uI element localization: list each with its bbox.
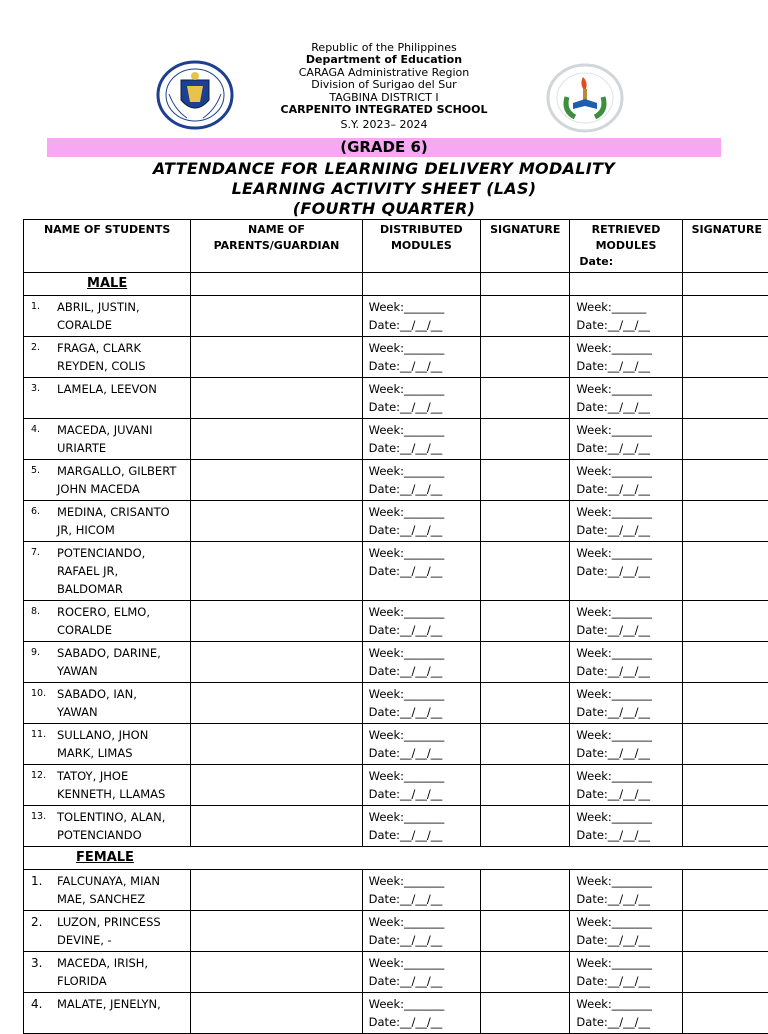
student-name: ROCERO, ELMO, CORALDE [57, 603, 177, 639]
retrieved-cell [570, 542, 682, 601]
student-name: TOLENTINO, ALAN, POTENCIANDO [57, 808, 177, 844]
signature-cell-1 [481, 501, 570, 542]
student-name-cell [24, 542, 191, 601]
retrieved-date: Date:__/__/__ [576, 439, 678, 457]
parent-name-cell [191, 337, 362, 378]
signature-cell-2 [682, 993, 768, 1034]
distributed-cell [362, 952, 480, 993]
distributed-date: Date:__/__/__ [369, 562, 477, 580]
student-name: MARGALLO, GILBERT JOHN MACEDA [57, 462, 177, 498]
retrieved-date: Date:__/__/__ [576, 890, 678, 908]
student-name-cell [24, 601, 191, 642]
signature-cell-1 [481, 724, 570, 765]
student-name: LUZON, PRINCESS DEVINE, - [57, 913, 177, 949]
department-line: Department of Education [0, 54, 768, 66]
signature-cell-1 [481, 870, 570, 911]
retrieved-cell [570, 870, 682, 911]
retrieved-cell [570, 601, 682, 642]
student-name-cell [24, 683, 191, 724]
male-student-row [24, 806, 768, 847]
retrieved-label: RETRIEVED MODULES [573, 222, 678, 254]
retrieved-cell [570, 378, 682, 419]
republic-line: Republic of the Philippines [0, 42, 768, 54]
signature-cell-1 [481, 911, 570, 952]
distributed-date: Date:__/__/__ [369, 480, 477, 498]
male-student-row [24, 296, 768, 337]
retrieved-cell [570, 296, 682, 337]
student-name: POTENCIANDO, RAFAEL JR, BALDOMAR [57, 544, 177, 598]
parent-name-cell [191, 683, 362, 724]
student-name: MACEDA, IRISH, FLORIDA [57, 954, 177, 990]
signature-cell-1 [481, 993, 570, 1034]
student-number: 4. [27, 995, 57, 1013]
student-number: 8. [27, 603, 57, 621]
retrieved-cell [570, 501, 682, 542]
distributed-week: Week:_______ [369, 913, 477, 931]
parent-name-cell [191, 601, 362, 642]
district-line: TAGBINA DISTRICT I [0, 92, 768, 104]
distributed-date: Date:__/__/__ [369, 439, 477, 457]
student-name: SABADO, DARINE, YAWAN [57, 644, 177, 680]
student-number: 10. [27, 685, 57, 703]
distributed-week: Week:_______ [369, 954, 477, 972]
retrieved-date: Date:__/__/__ [576, 826, 678, 844]
signature-cell-2 [682, 542, 768, 601]
male-student-row [24, 724, 768, 765]
retrieved-cell [570, 993, 682, 1034]
col-header-signature-1: SIGNATURE [481, 220, 570, 273]
region-line: CARAGA Administrative Region [0, 67, 768, 79]
student-name-cell [24, 765, 191, 806]
distributed-date: Date:__/__/__ [369, 398, 477, 416]
retrieved-week: Week:_______ [576, 339, 678, 357]
male-section-label: MALE [24, 273, 191, 296]
retrieved-week: Week:_______ [576, 462, 678, 480]
distributed-cell [362, 460, 480, 501]
distributed-week: Week:_______ [369, 503, 477, 521]
distributed-week: Week:_______ [369, 544, 477, 562]
distributed-week: Week:_______ [369, 603, 477, 621]
distributed-date: Date:__/__/__ [369, 703, 477, 721]
distributed-cell [362, 911, 480, 952]
distributed-week: Week:_______ [369, 685, 477, 703]
male-section-row [24, 273, 768, 296]
distributed-week: Week:_______ [369, 808, 477, 826]
student-name: TATOY, JHOE KENNETH, LLAMAS [57, 767, 177, 803]
female-student-row [24, 952, 768, 993]
title-line-2: LEARNING ACTIVITY SHEET (LAS) [0, 179, 768, 199]
student-name-cell [24, 296, 191, 337]
student-name-cell [24, 724, 191, 765]
retrieved-week: Week:_______ [576, 544, 678, 562]
division-line: Division of Surigao del Sur [0, 79, 768, 91]
male-student-row [24, 642, 768, 683]
distributed-cell [362, 870, 480, 911]
retrieved-cell [570, 419, 682, 460]
distributed-week: Week:_______ [369, 644, 477, 662]
distributed-week: Week:_______ [369, 339, 477, 357]
student-name: LAMELA, LEEVON [57, 380, 177, 398]
retrieved-week: Week:______ [576, 298, 678, 316]
parent-name-cell [191, 724, 362, 765]
parent-name-cell [191, 952, 362, 993]
student-number: 2. [27, 913, 57, 931]
student-number: 11. [27, 726, 57, 744]
signature-cell-2 [682, 806, 768, 847]
female-student-row [24, 870, 768, 911]
retrieved-week: Week:_______ [576, 685, 678, 703]
signature-cell-2 [682, 765, 768, 806]
retrieved-week: Week:_______ [576, 872, 678, 890]
distributed-week: Week:_______ [369, 995, 477, 1013]
school-year: S.Y. 2023– 2024 [0, 119, 768, 131]
student-name-cell [24, 501, 191, 542]
retrieved-date: Date:__/__/__ [576, 972, 678, 990]
female-section-label: FEMALE [24, 847, 768, 870]
signature-cell-2 [682, 724, 768, 765]
distributed-cell [362, 501, 480, 542]
signature-cell-2 [682, 601, 768, 642]
student-name-cell [24, 911, 191, 952]
attendance-table [23, 219, 768, 1034]
female-student-row [24, 911, 768, 952]
signature-cell-2 [682, 419, 768, 460]
distributed-date: Date:__/__/__ [369, 357, 477, 375]
male-student-row [24, 601, 768, 642]
col-header-retrieved [570, 220, 682, 273]
retrieved-week: Week:_______ [576, 644, 678, 662]
retrieved-date: Date:__/__/__ [576, 398, 678, 416]
student-name: ABRIL, JUSTIN, CORALDE [57, 298, 177, 334]
distributed-cell [362, 806, 480, 847]
retrieved-date: Date:__/__/__ [576, 931, 678, 949]
student-number: 4. [27, 421, 57, 439]
signature-cell-1 [481, 765, 570, 806]
student-name: SABADO, IAN, YAWAN [57, 685, 177, 721]
distributed-date: Date:__/__/__ [369, 972, 477, 990]
distributed-week: Week:_______ [369, 767, 477, 785]
signature-cell-1 [481, 806, 570, 847]
student-name: MACEDA, JUVANI URIARTE [57, 421, 177, 457]
distributed-date: Date:__/__/__ [369, 662, 477, 680]
distributed-week: Week:_______ [369, 726, 477, 744]
distributed-date: Date:__/__/__ [369, 826, 477, 844]
distributed-date: Date:__/__/__ [369, 785, 477, 803]
table-header-row [24, 220, 768, 273]
signature-cell-2 [682, 460, 768, 501]
signature-cell-1 [481, 296, 570, 337]
retrieved-cell [570, 952, 682, 993]
retrieved-cell [570, 683, 682, 724]
male-student-row [24, 765, 768, 806]
signature-cell-1 [481, 460, 570, 501]
distributed-date: Date:__/__/__ [369, 1013, 477, 1031]
retrieved-date: Date:__/__/__ [576, 562, 678, 580]
student-name-cell [24, 378, 191, 419]
student-number: 2. [27, 339, 57, 357]
retrieved-week: Week:_______ [576, 913, 678, 931]
retrieved-week: Week:_______ [576, 603, 678, 621]
distributed-cell [362, 542, 480, 601]
parent-name-cell [191, 378, 362, 419]
student-name: FRAGA, CLARK REYDEN, COLIS [57, 339, 177, 375]
col-header-distributed: DISTRIBUTED MODULES [362, 220, 480, 273]
signature-cell-1 [481, 337, 570, 378]
distributed-cell [362, 296, 480, 337]
student-name: FALCUNAYA, MIAN MAE, SANCHEZ [57, 872, 177, 908]
retrieved-cell [570, 765, 682, 806]
distributed-date: Date:__/__/__ [369, 521, 477, 539]
distributed-date: Date:__/__/__ [369, 621, 477, 639]
student-number: 13. [27, 808, 57, 826]
student-name-cell [24, 642, 191, 683]
signature-cell-2 [682, 337, 768, 378]
col-header-parents: NAME OF PARENTS/GUARDIAN [191, 220, 362, 273]
retrieved-week: Week:_______ [576, 421, 678, 439]
student-name: MALATE, JENELYN, [57, 995, 177, 1013]
student-number: 1. [27, 872, 57, 890]
retrieved-date: Date:__/__/__ [576, 621, 678, 639]
student-name: MEDINA, CRISANTO JR, HICOM [57, 503, 177, 539]
retrieved-date: Date:__/__/__ [576, 480, 678, 498]
male-student-row [24, 501, 768, 542]
student-number: 3. [27, 380, 57, 398]
distributed-week: Week:_______ [369, 872, 477, 890]
student-number: 5. [27, 462, 57, 480]
grade-banner: (GRADE 6) [47, 138, 721, 157]
distributed-cell [362, 378, 480, 419]
col-header-students: NAME OF STUDENTS [24, 220, 191, 273]
title-line-3: (FOURTH QUARTER) [0, 199, 768, 219]
signature-cell-1 [481, 642, 570, 683]
male-student-row [24, 419, 768, 460]
signature-cell-1 [481, 419, 570, 460]
retrieved-cell [570, 724, 682, 765]
signature-cell-2 [682, 378, 768, 419]
signature-cell-2 [682, 911, 768, 952]
retrieved-week: Week:_______ [576, 503, 678, 521]
signature-cell-2 [682, 296, 768, 337]
retrieved-week: Week:_______ [576, 380, 678, 398]
student-name-cell [24, 419, 191, 460]
retrieved-cell [570, 337, 682, 378]
retrieved-cell [570, 642, 682, 683]
distributed-cell [362, 337, 480, 378]
retrieved-cell [570, 806, 682, 847]
parent-name-cell [191, 642, 362, 683]
col-header-signature-2: SIGNATURE [682, 220, 768, 273]
student-name: SULLANO, JHON MARK, LIMAS [57, 726, 177, 762]
title-line-1: ATTENDANCE FOR LEARNING DELIVERY MODALITY [0, 159, 768, 179]
signature-cell-1 [481, 378, 570, 419]
retrieved-week: Week:_______ [576, 767, 678, 785]
retrieved-date: Date:__/__/__ [576, 1013, 678, 1031]
signature-cell-2 [682, 870, 768, 911]
signature-cell-1 [481, 952, 570, 993]
retrieved-cell [570, 460, 682, 501]
retrieved-cell [570, 911, 682, 952]
signature-cell-2 [682, 683, 768, 724]
male-student-row [24, 378, 768, 419]
male-student-row [24, 683, 768, 724]
student-number: 9. [27, 644, 57, 662]
distributed-cell [362, 724, 480, 765]
retrieved-date: Date:__/__/__ [576, 785, 678, 803]
student-number: 6. [27, 503, 57, 521]
retrieved-date: Date:__/__/__ [576, 744, 678, 762]
parent-name-cell [191, 806, 362, 847]
retrieved-date: Date:__/__/__ [576, 316, 678, 334]
distributed-week: Week:_______ [369, 421, 477, 439]
male-student-row [24, 337, 768, 378]
distributed-cell [362, 765, 480, 806]
retrieved-week: Week:_______ [576, 726, 678, 744]
student-name-cell [24, 337, 191, 378]
female-student-row [24, 993, 768, 1034]
parent-name-cell [191, 993, 362, 1034]
school-name: CARPENITO INTEGRATED SCHOOL [0, 104, 768, 116]
distributed-date: Date:__/__/__ [369, 744, 477, 762]
student-name-cell [24, 993, 191, 1034]
document-header [0, 42, 768, 132]
distributed-cell [362, 683, 480, 724]
distributed-date: Date:__/__/__ [369, 890, 477, 908]
distributed-cell [362, 601, 480, 642]
parent-name-cell [191, 501, 362, 542]
distributed-week: Week:_______ [369, 298, 477, 316]
distributed-cell [362, 642, 480, 683]
retrieved-date: Date:__/__/__ [576, 703, 678, 721]
student-number: 1. [27, 298, 57, 316]
female-section-row [24, 847, 768, 870]
signature-cell-1 [481, 542, 570, 601]
document-title [0, 159, 768, 219]
distributed-date: Date:__/__/__ [369, 931, 477, 949]
parent-name-cell [191, 542, 362, 601]
student-name-cell [24, 460, 191, 501]
parent-name-cell [191, 911, 362, 952]
student-number: 7. [27, 544, 57, 562]
parent-name-cell [191, 296, 362, 337]
signature-cell-2 [682, 642, 768, 683]
retrieved-date-label: Date: [573, 254, 678, 270]
student-name-cell [24, 952, 191, 993]
retrieved-week: Week:_______ [576, 954, 678, 972]
distributed-cell [362, 993, 480, 1034]
retrieved-date: Date:__/__/__ [576, 357, 678, 375]
student-name-cell [24, 870, 191, 911]
retrieved-date: Date:__/__/__ [576, 662, 678, 680]
male-student-row [24, 460, 768, 501]
signature-cell-2 [682, 952, 768, 993]
male-student-row [24, 542, 768, 601]
student-number: 3. [27, 954, 57, 972]
distributed-date: Date:__/__/__ [369, 316, 477, 334]
retrieved-week: Week:_______ [576, 808, 678, 826]
distributed-cell [362, 419, 480, 460]
retrieved-date: Date:__/__/__ [576, 521, 678, 539]
distributed-week: Week:_______ [369, 380, 477, 398]
signature-cell-2 [682, 501, 768, 542]
student-name-cell [24, 806, 191, 847]
signature-cell-1 [481, 601, 570, 642]
student-number: 12. [27, 767, 57, 785]
parent-name-cell [191, 460, 362, 501]
distributed-week: Week:_______ [369, 462, 477, 480]
retrieved-week: Week:_______ [576, 995, 678, 1013]
parent-name-cell [191, 870, 362, 911]
signature-cell-1 [481, 683, 570, 724]
parent-name-cell [191, 419, 362, 460]
parent-name-cell [191, 765, 362, 806]
